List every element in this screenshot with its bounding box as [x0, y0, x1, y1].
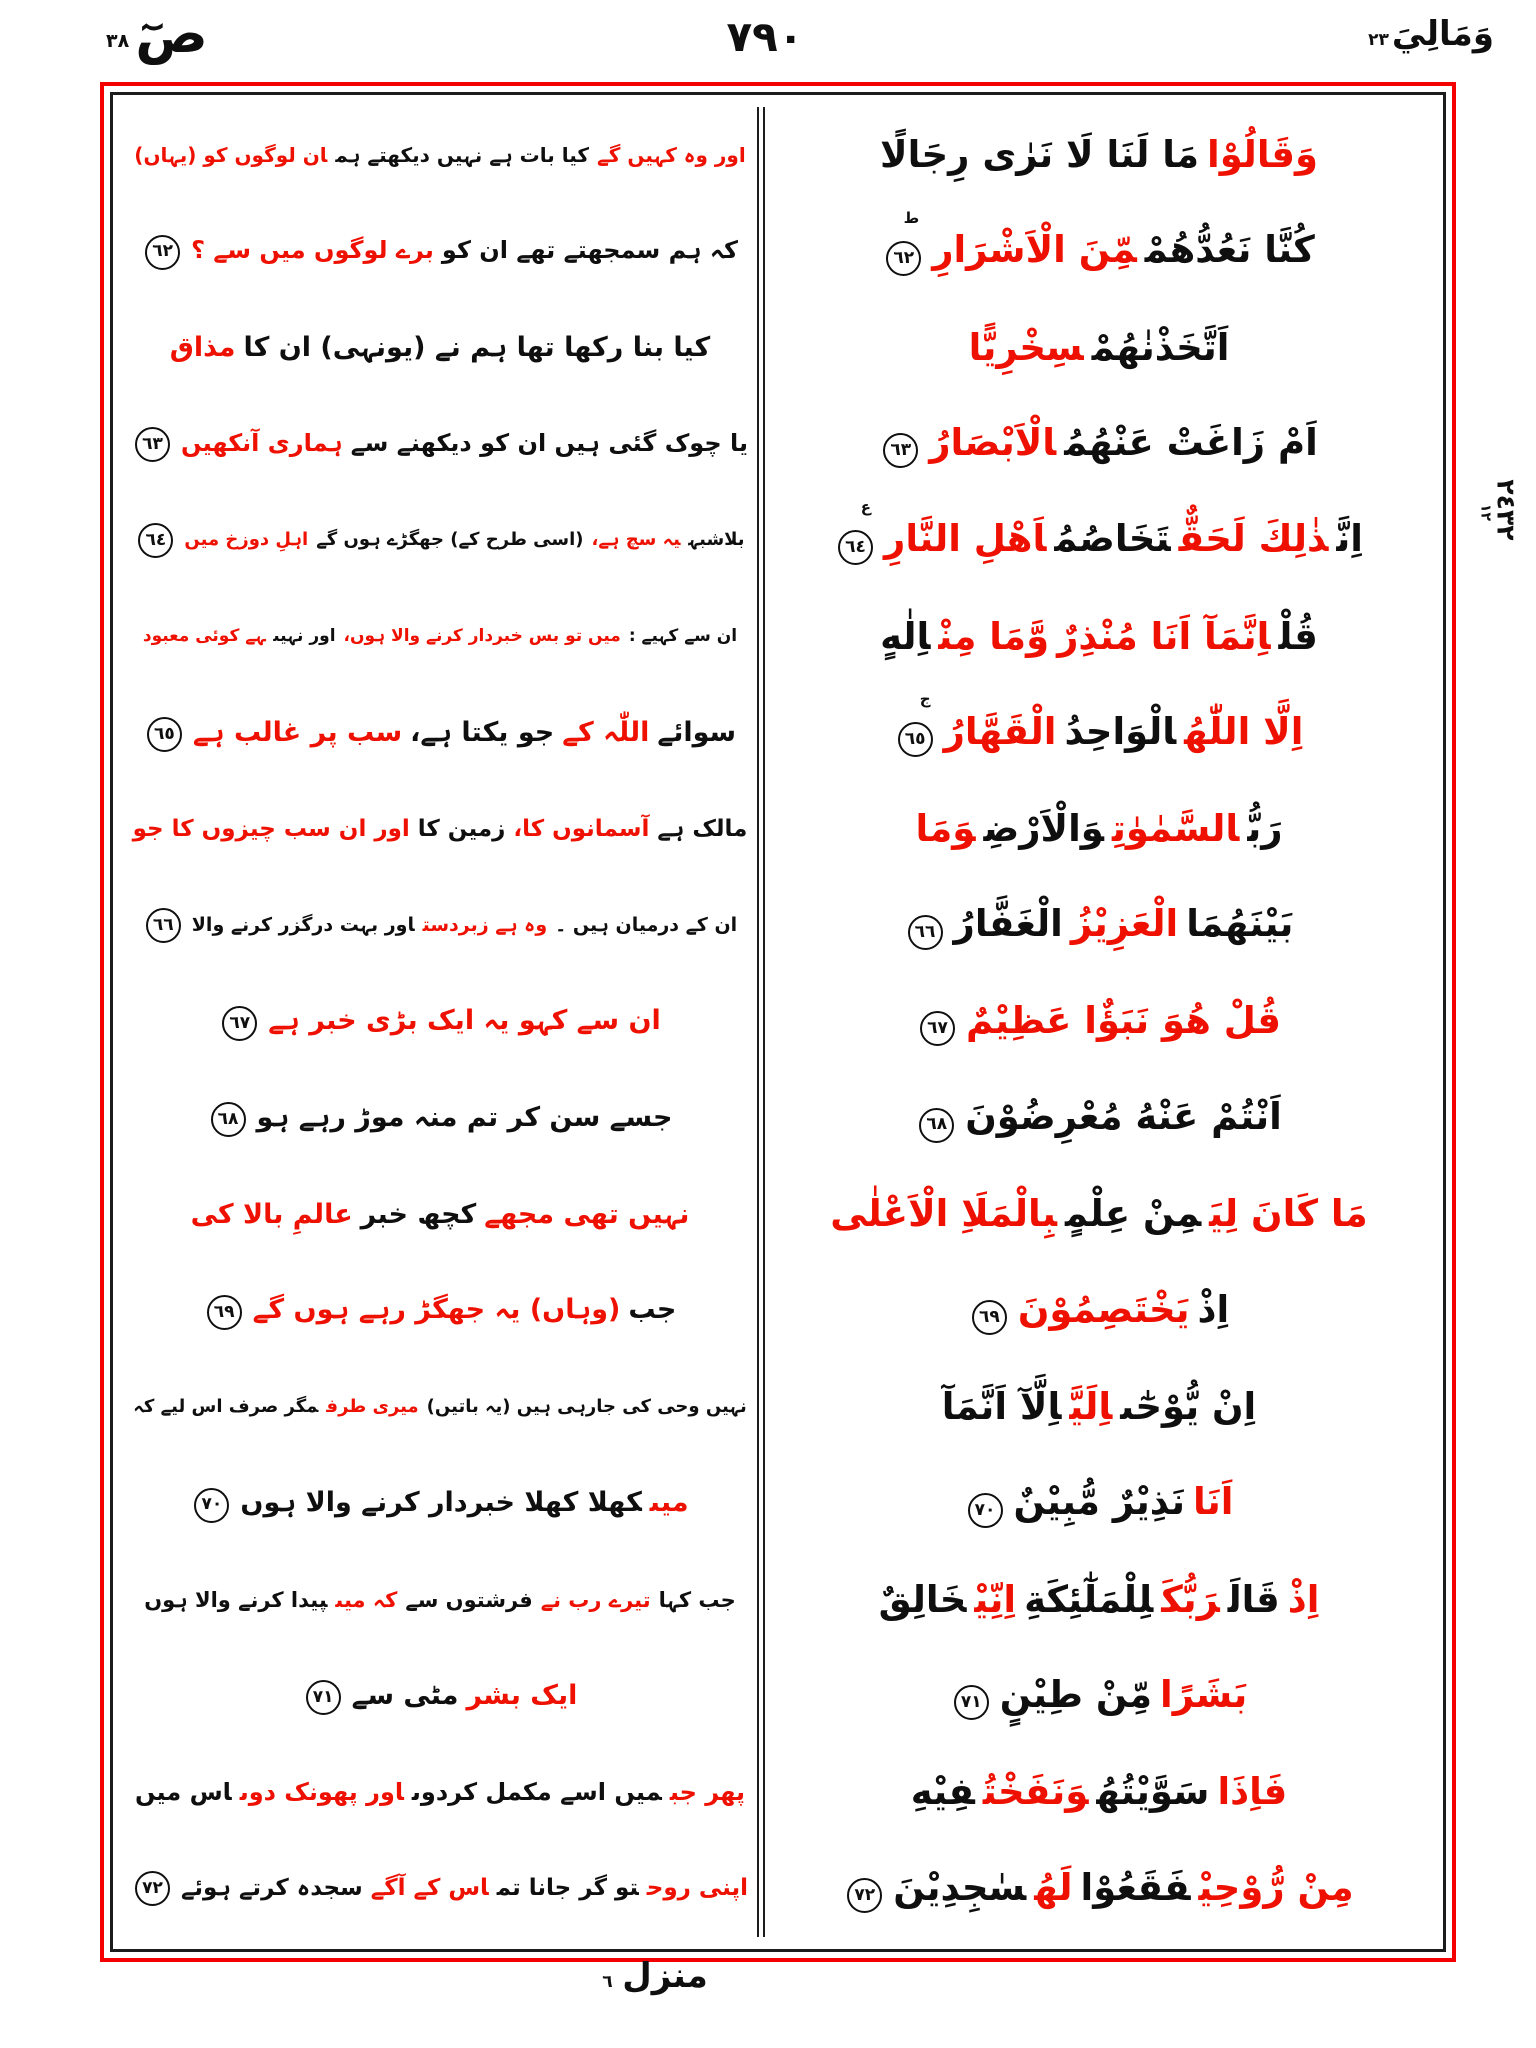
arabic-line-slot	[767, 107, 1431, 203]
urdu-line-segment: کھلا کھلا خبردار کرنے والا ہوں	[240, 1487, 642, 1519]
urdu-line	[128, 1871, 752, 1906]
arabic-line	[876, 132, 1322, 178]
header-surah	[106, 4, 208, 63]
urdu-line-segment: تیرے رب نے	[540, 1587, 651, 1612]
urdu-line-segment: ان سے کہو یہ ایک بڑی خبر ہے	[268, 1005, 661, 1037]
urdu-line-segment: میں	[649, 1487, 689, 1519]
urdu-line-segment: اور ان سب چیزوں کا جو	[132, 815, 410, 842]
urdu-line	[129, 815, 752, 844]
urdu-line	[200, 1292, 681, 1330]
arabic-line-slot	[767, 1263, 1431, 1359]
urdu-line-segment: سجدہ کرتے ہوئے	[180, 1875, 363, 1902]
urdu-line-slot	[125, 1359, 755, 1455]
verse-medallion	[145, 233, 180, 269]
arabic-line-segment: اِنِّيْ	[974, 1577, 1017, 1621]
urdu-line-segment: کہ ہم سمجھتے تھے ان کو	[441, 236, 738, 265]
arabic-line-segment: رَبُّكَ	[1161, 1577, 1220, 1621]
urdu-line	[140, 714, 740, 752]
arabic-line-slot	[767, 781, 1431, 877]
surah-number: ٣٨	[106, 30, 130, 52]
manzil-footer	[545, 1956, 765, 1996]
arabic-line	[875, 1577, 1324, 1623]
arabic-line-segment: اِذْ	[1197, 1287, 1230, 1331]
verse-number: ٦٣	[135, 427, 170, 462]
urdu-line-slot	[125, 107, 755, 203]
urdu-line-segment: اہلِ دوزخ میں	[184, 529, 309, 551]
verse-medallion	[306, 1677, 341, 1715]
arabic-line-segment: اِنَّمَآ اَنَا مُنْذِرٌ	[1057, 614, 1271, 658]
verse-medallion	[908, 902, 943, 950]
header-juz	[1368, 16, 1494, 53]
verse-number: ٧٢	[847, 1878, 882, 1913]
urdu-line-segment: ہماری آنکھیں	[180, 429, 343, 458]
urdu-line-segment: پھر جب	[669, 1778, 746, 1807]
arabic-line-slot	[767, 1744, 1431, 1840]
arabic-line-slot	[767, 1648, 1431, 1744]
arabic-line-segment: مَا لَنَا لَا نَرٰى رِجَالًا	[880, 133, 1200, 177]
arabic-line-slot	[767, 878, 1431, 974]
page-number: ٧٩٠	[726, 12, 804, 61]
arabic-line	[831, 497, 1367, 565]
arabic-line-segment: لَهُ	[1034, 1865, 1073, 1909]
verse-number: ٧٠	[194, 1488, 229, 1523]
urdu-line	[166, 331, 715, 365]
verse-medallion	[135, 1871, 170, 1906]
page-frame-outer	[100, 82, 1456, 1962]
urdu-line-slot	[125, 589, 755, 685]
arabic-line-slot	[767, 1552, 1431, 1648]
verse-number: ٦٢	[145, 235, 180, 270]
arabic-line-segment: مِنْ عِلْمٍ	[1064, 1192, 1202, 1236]
urdu-line-segment: ہے کوئی معبود	[142, 626, 266, 647]
verse-medallion	[147, 714, 182, 752]
arabic-line-segment: ذٰلِكَ لَحَقٌّ	[1178, 517, 1329, 561]
urdu-line-segment: جب	[628, 1294, 677, 1326]
verse-medallion	[146, 908, 181, 943]
urdu-line	[187, 1198, 694, 1232]
verse-number: ٦٥	[147, 717, 182, 752]
verse-medallion	[847, 1865, 882, 1913]
urdu-line	[128, 426, 752, 462]
urdu-line-segment: ان لوگوں کو (یہاں)	[134, 142, 328, 167]
arabic-line-segment: بَيْنَهُمَا	[1186, 902, 1294, 946]
urdu-line-slot	[125, 1552, 755, 1648]
arabic-line	[961, 1479, 1238, 1528]
manzil-number: ٦	[602, 1972, 613, 1992]
arabic-line-segment: يَخْتَصِمُوْنَ	[1017, 1287, 1190, 1331]
arabic-line	[965, 1287, 1233, 1336]
verse-number: ٧١	[306, 1680, 341, 1715]
urdu-line-slot	[125, 1744, 755, 1840]
urdu-line-segment: جو یکتا ہے،	[410, 716, 555, 748]
urdu-line-slot	[125, 878, 755, 974]
juz-number: ٢٣	[1368, 30, 1389, 51]
arabic-line-segment: وَّمَا مِنْ	[938, 614, 1050, 658]
verse-number: ٦٥	[898, 722, 933, 757]
verse-medallion	[883, 420, 918, 468]
urdu-line-segment: ان سے کہیے :	[628, 626, 738, 647]
urdu-line-segment: اور بہت درگزر کرنے والا	[191, 914, 415, 937]
verse-number: ٦٩	[207, 1295, 242, 1330]
urdu-line-segment: کیا بنا رکھا تھا ہم نے (یونہی) ان کا	[243, 331, 711, 363]
arabic-line-slot	[767, 203, 1431, 299]
verse-medallion	[972, 1287, 1007, 1335]
arabic-line-segment: وَقَالُوْا	[1207, 133, 1318, 177]
urdu-line-slot	[125, 492, 755, 588]
urdu-line-slot	[125, 300, 755, 396]
arabic-line	[911, 806, 1286, 852]
arabic-line	[965, 325, 1234, 371]
urdu-line-segment: میں تو بس خبردار کرنے والا ہوں،	[343, 626, 621, 647]
urdu-line-segment: اور نہیں	[273, 626, 336, 647]
arabic-line-segment: اَنَا	[1193, 1480, 1234, 1524]
arabic-line-slot	[767, 1070, 1431, 1166]
verse-medallion	[898, 690, 933, 757]
verse-number: ٦٦	[908, 915, 943, 950]
arabic-line-segment: فَقَعُوْا	[1080, 1865, 1191, 1909]
verse-number: ٦٤	[838, 530, 873, 565]
arabic-line-segment: الْعَزِيْزُ	[1070, 902, 1179, 946]
urdu-line-segment: زمین کا	[417, 815, 506, 842]
arabic-line-segment: سَوَّيْتُهُ	[1096, 1770, 1210, 1814]
column-divider	[757, 107, 765, 1937]
urdu-line	[139, 908, 741, 943]
margin-ruku-marker	[1477, 479, 1521, 541]
urdu-line-segment: نہیں وحی کی جارہی ہیں (یہ باتیں)	[426, 1395, 747, 1417]
urdu-line	[131, 523, 748, 558]
urdu-line-segment: نہیں تھی مجھے	[484, 1198, 690, 1230]
arabic-line-segment: اِلَّا اللّٰهُ	[1184, 709, 1304, 753]
arabic-line-segment: اِذْ	[1287, 1577, 1320, 1621]
urdu-line-segment: پیدا کرنے والا ہوں	[144, 1587, 328, 1612]
arabic-line-segment: اِلَّآ اَنَّمَآ	[941, 1385, 1062, 1429]
urdu-line-slot	[125, 781, 755, 877]
arabic-line-segment: فِيْهِ	[910, 1770, 975, 1814]
urdu-line-segment: (وہاں) یہ جھگڑ رہے ہوں گے	[252, 1294, 621, 1326]
arabic-line-segment: فَاِذَا	[1217, 1770, 1288, 1814]
surah-name-label: صٓ	[135, 2, 208, 65]
arabic-column	[767, 107, 1431, 1937]
urdu-line-segment: اور پھونک دوں	[239, 1778, 404, 1807]
arabic-line-segment: الْاَبْصَارُ	[929, 420, 1057, 464]
arabic-line-segment: اَهْلِ النَّارِ	[884, 517, 1047, 561]
urdu-line-slot	[125, 685, 755, 781]
arabic-line-segment: قُلْ	[1278, 614, 1318, 658]
arabic-line-segment: كُنَّا نَعُدُّهُمْ	[1144, 228, 1315, 272]
urdu-line-slot	[125, 1455, 755, 1551]
arabic-line-segment: مِنْ رُّوْحِيْ	[1198, 1865, 1354, 1909]
verse-medallion	[920, 998, 955, 1046]
arabic-line	[876, 614, 1322, 660]
arabic-line-segment: الْغَفَّارُ	[953, 902, 1063, 946]
arabic-line-segment: وَالْاَرْضِ	[983, 807, 1104, 851]
verse-number: ٦٦	[146, 908, 181, 943]
urdu-line-segment: کیا بات ہے نہیں دیکھتے ہم	[335, 142, 590, 167]
urdu-line-segment: وہ ہے زبردست	[422, 914, 548, 937]
arabic-line	[907, 1769, 1291, 1815]
arabic-line-segment: اَنْتُمْ عَنْهُ مُعْرِضُوْنَ	[965, 1095, 1282, 1138]
arabic-line	[912, 1094, 1286, 1143]
urdu-line-slot	[125, 974, 755, 1070]
arabic-line-segment: السَّمٰوٰتِ	[1111, 807, 1240, 851]
verse-number: ٦٧	[920, 1011, 955, 1046]
arabic-line-slot	[767, 1455, 1431, 1551]
verse-medallion	[222, 1003, 257, 1041]
arabic-line	[891, 690, 1308, 758]
arabic-line-segment: مَا كَانَ لِيَ	[1209, 1192, 1368, 1236]
arabic-line-segment: سٰجِدِيْنَ	[893, 1865, 1027, 1909]
arabic-line-segment: اَمْ زَاغَتْ عَنْهُمُ	[1064, 420, 1318, 464]
urdu-line	[299, 1677, 582, 1715]
verse-number: ٦٩	[972, 1300, 1007, 1335]
verse-medallion	[194, 1484, 229, 1522]
arabic-line	[947, 1672, 1252, 1721]
urdu-line	[130, 143, 749, 168]
urdu-line-segment: تو گر جانا تم	[496, 1875, 639, 1902]
arabic-line-segment: اَتَّخَذْنٰهُمْ	[1091, 325, 1230, 369]
urdu-column	[125, 107, 755, 1937]
arabic-line-slot	[767, 685, 1431, 781]
verse-number: ٧١	[954, 1685, 989, 1720]
verse-medallion	[919, 1094, 954, 1142]
urdu-line-segment: عالمِ بالا کی	[190, 1198, 353, 1230]
arabic-line	[879, 208, 1319, 276]
verse-medallion	[838, 497, 873, 565]
margin-ruku-small-number: ١٢	[1477, 503, 1494, 522]
urdu-line-segment: (اسی طرح کے) جھگڑے ہوں گے	[316, 529, 584, 551]
urdu-line	[138, 233, 742, 269]
arabic-line	[901, 901, 1298, 950]
urdu-line-segment: کچھ خبر	[360, 1198, 477, 1230]
arabic-line-segment: سِخْرِيًّا	[968, 325, 1084, 369]
juz-name-label: وَمَالِيَ	[1391, 14, 1494, 54]
arabic-line-segment: الْوَاحِدُ	[1064, 709, 1177, 753]
arabic-line	[876, 420, 1322, 469]
verse-number: ٦٤	[138, 523, 173, 558]
verse-medallion	[968, 1480, 1003, 1528]
urdu-line-segment: بلاشبہ	[688, 529, 745, 551]
urdu-line-segment: یا چوک گئی ہیں ان کو دیکھنے سے	[350, 429, 749, 458]
urdu-line-segment: ایک بشر	[466, 1679, 578, 1711]
urdu-line-segment: اس کے آگے	[370, 1875, 489, 1902]
verse-medallion	[886, 208, 921, 276]
arabic-line-slot	[767, 300, 1431, 396]
page-frame-inner	[110, 92, 1446, 1952]
urdu-line	[187, 1484, 692, 1522]
urdu-line-segment: اور وہ کہیں گے	[597, 142, 746, 167]
arabic-line-segment: تَخَاصُمُ	[1054, 517, 1171, 561]
urdu-line-segment: اللّٰہ کے	[562, 716, 650, 748]
urdu-line-segment: اپنی روح	[646, 1875, 749, 1902]
verse-number: ٧٢	[135, 1871, 170, 1906]
urdu-line	[131, 1777, 749, 1807]
urdu-line-segment: جسے سن کر تم منہ موڑ رہے ہو	[256, 1101, 673, 1133]
urdu-line-segment: مالک ہے	[657, 815, 748, 842]
manzil-label: منزل	[622, 1956, 708, 1996]
urdu-line-segment: یہ سچ ہے،	[591, 529, 681, 551]
urdu-line-slot	[125, 396, 755, 492]
urdu-line-segment: میں اسے مکمل کردوں	[411, 1778, 662, 1807]
arabic-line-slot	[767, 492, 1431, 588]
verse-medallion	[954, 1672, 989, 1720]
arabic-line-slot	[767, 1841, 1431, 1937]
waqf-mark: ج	[919, 690, 931, 709]
urdu-line-segment: سوائے	[657, 716, 737, 748]
urdu-line-segment: مٹی سے	[351, 1679, 459, 1711]
verse-number: ٦٧	[222, 1006, 257, 1041]
urdu-line-slot	[125, 203, 755, 299]
arabic-line-slot	[767, 1166, 1431, 1262]
arabic-line-segment: اِلَيَّ	[1069, 1385, 1113, 1429]
arabic-line-segment: قَالَ	[1227, 1577, 1280, 1621]
arabic-line	[938, 1384, 1261, 1430]
urdu-line-slot	[125, 1070, 755, 1166]
arabic-line-segment: وَمَا	[915, 807, 976, 851]
verse-number: ٦٢	[886, 241, 921, 276]
urdu-line	[139, 626, 741, 647]
arabic-line-segment: بِالْمَلَاِ الْاَعْلٰى	[830, 1192, 1057, 1236]
arabic-line-slot	[767, 589, 1431, 685]
urdu-line-slot	[125, 1841, 755, 1937]
arabic-line-segment: الْقَهَّارُ	[943, 709, 1057, 753]
arabic-line-segment: مِّنَ الْاَشْرَارِ	[932, 228, 1137, 272]
verse-medallion	[207, 1292, 242, 1330]
urdu-line-slot	[125, 1166, 755, 1262]
arabic-line-segment: اِنَّ	[1336, 517, 1363, 561]
urdu-line	[215, 1003, 665, 1041]
arabic-line-segment: مِّنْ طِيْنٍ	[999, 1672, 1153, 1716]
arabic-line	[913, 998, 1285, 1047]
arabic-line	[826, 1191, 1371, 1237]
urdu-line-slot	[125, 1263, 755, 1359]
verse-number: ٧٠	[968, 1493, 1003, 1528]
arabic-line-segment: اِلٰهٍ	[880, 614, 931, 658]
arabic-line-segment: اِنْ يُّوْحٰٓى	[1120, 1385, 1257, 1429]
arabic-line-segment: لِلْمَلٰٓئِكَةِ	[1024, 1577, 1154, 1621]
urdu-line	[204, 1099, 677, 1137]
urdu-line-segment: اس میں	[134, 1778, 232, 1807]
waqf-mark: ع	[860, 497, 872, 516]
arabic-line-segment: وَنَفَخْتُ	[982, 1770, 1089, 1814]
arabic-line-segment: رَبُّ	[1247, 807, 1283, 851]
page-content	[125, 107, 1431, 1937]
verse-number: ٦٣	[883, 433, 918, 468]
urdu-line-slot	[125, 1648, 755, 1744]
verse-number: ٦٨	[211, 1102, 246, 1137]
urdu-line-segment: مذاق	[169, 331, 236, 363]
waqf-mark: ط	[903, 208, 920, 227]
arabic-line-segment: قُلْ هُوَ نَبَؤٌا عَظِيْمٌ	[965, 998, 1282, 1042]
arabic-line-slot	[767, 396, 1431, 492]
arabic-line	[840, 1865, 1357, 1914]
verse-medallion	[138, 523, 173, 558]
arabic-line-segment: بَشَرًا	[1160, 1672, 1248, 1716]
urdu-line-segment: سب پر غالب ہے	[192, 716, 403, 748]
arabic-line-segment: خَالِقٌ	[878, 1577, 967, 1621]
urdu-line-segment: جب کہا	[658, 1587, 736, 1612]
verse-number: ٦٨	[919, 1108, 954, 1143]
urdu-line-segment: آسمانوں کا،	[513, 815, 650, 842]
urdu-line	[129, 1396, 750, 1419]
urdu-line-segment: مگر صرف اس لیے کہ	[133, 1395, 319, 1417]
margin-ruku-numbers: ٢٤٣٢	[1491, 479, 1521, 541]
arabic-line-slot	[767, 1359, 1431, 1455]
arabic-line-slot	[767, 974, 1431, 1070]
urdu-line-segment: برے لوگوں میں سے ؟	[191, 236, 434, 265]
verse-medallion	[135, 426, 170, 462]
urdu-line	[140, 1587, 739, 1613]
arabic-line-segment: نَذِيْرٌ مُّبِيْنٌ	[1013, 1480, 1185, 1524]
urdu-line-segment: میری طرف	[326, 1395, 419, 1417]
urdu-line-segment: کہ میں	[335, 1587, 398, 1612]
urdu-line-segment: ان کے درمیان ہیں ۔	[555, 914, 738, 937]
urdu-line-segment: فرشتوں سے	[405, 1587, 533, 1612]
verse-medallion	[211, 1099, 246, 1137]
